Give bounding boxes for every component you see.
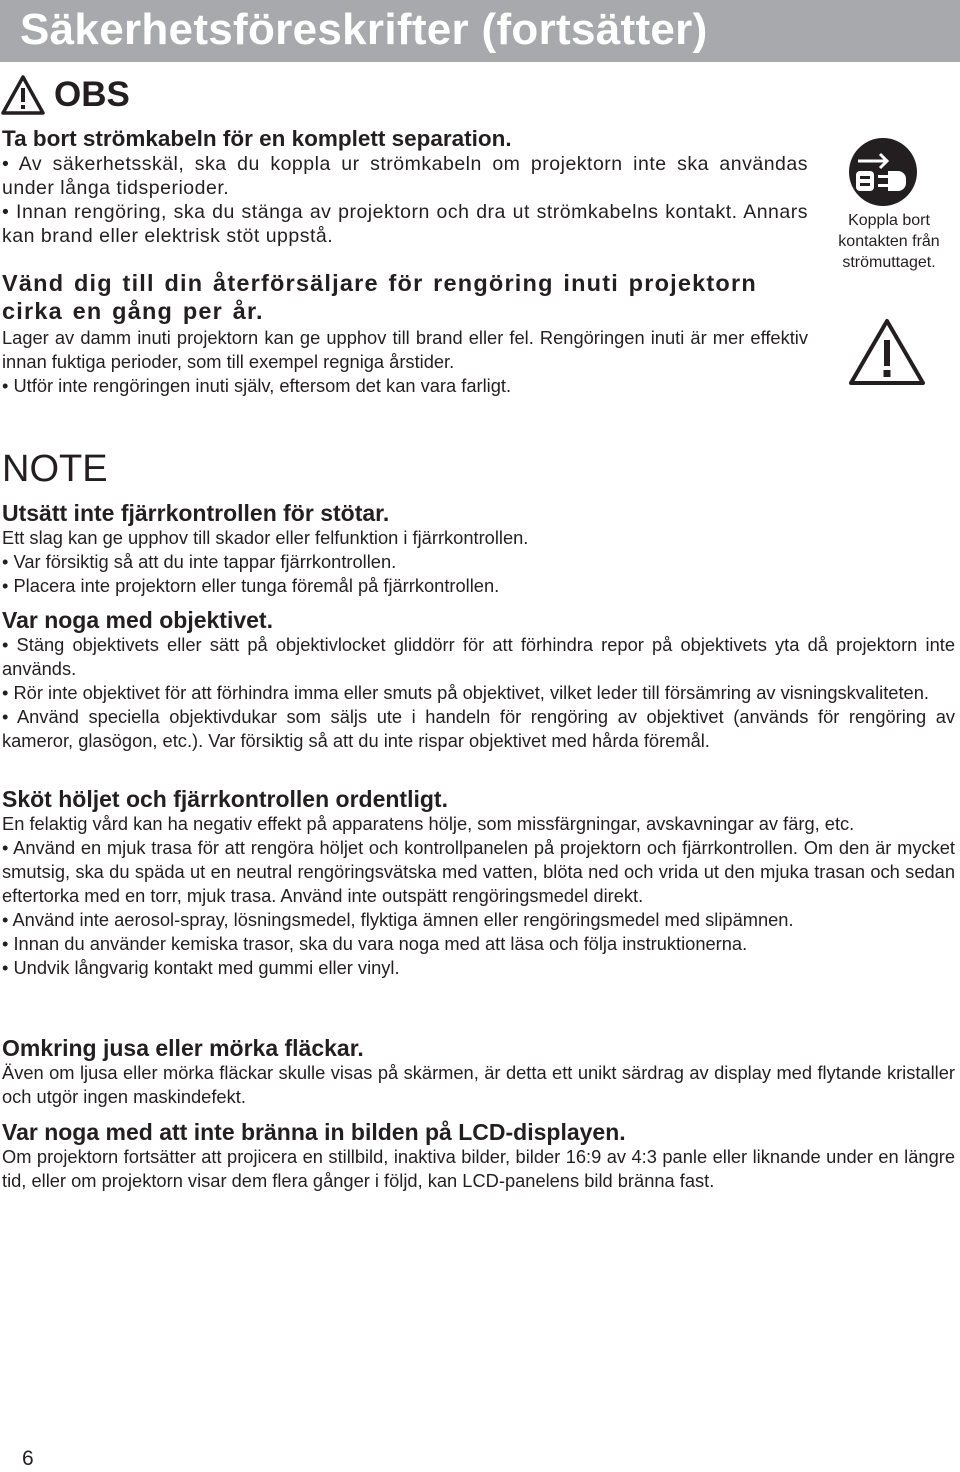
title-bar bbox=[0, 0, 960, 62]
section-heading: Omkring jusa eller mörka fläckar. bbox=[2, 1035, 364, 1061]
page-number: 6 bbox=[22, 1447, 34, 1470]
paragraph: Ett slag kan ge upphov till skador eller felfunktion i fjärrkontrollen. bbox=[2, 527, 529, 548]
warning-triangle-icon bbox=[0, 74, 46, 116]
unplug-caption: Koppla bort kontakten från strömuttaget. bbox=[838, 212, 940, 271]
section-heading: Var noga med objektivet. bbox=[2, 607, 273, 633]
paragraph: • Utför inte rengöringen inuti själv, eftersom det kan vara farligt. bbox=[2, 375, 512, 396]
section-heading: Ta bort strömkabeln för en komplett separation. bbox=[2, 126, 512, 151]
obs-heading bbox=[0, 72, 130, 118]
note-section-remote bbox=[2, 500, 955, 598]
paragraph: • Innan du använder kemiska trasor, ska du vara noga med att läsa och följa instruktionerna. bbox=[2, 933, 748, 954]
paragraph: Även om ljusa eller mörka fläckar skulle visas på skärmen, är detta ett unikt särdrag av display med flytande kristaller och utgör ingen maskindefekt. bbox=[2, 1062, 955, 1107]
unplug-icon bbox=[848, 137, 918, 207]
paragraph: • Innan rengöring, ska du stänga av projektorn och dra ut strömkabelns kontakt. Annars kan brand eller elektrisk stöt uppstå. bbox=[2, 201, 808, 247]
note-section-burn-in bbox=[2, 1119, 955, 1193]
obs-section-cleaning bbox=[2, 269, 808, 398]
paragraph: • Använd en mjuk trasa för att rengöra höljet och kontrollpanelen på projektorn och fjärrkontrollen. Om den är mycket smutsig, ska du späda ut en neutral rengöringsvätska med vatten, blöta ned och vrida ut den mjuka trasan och sedan eftertorka med en torr, mjuk trasa. Använd inte outspätt rengöringsmedel direkt. bbox=[2, 837, 955, 906]
paragraph: • Av säkerhetsskäl, ska du koppla ur strömkabeln om projektorn inte ska användas under långa tidsperioder. bbox=[2, 153, 808, 199]
section-heading: Utsätt inte fjärrkontrollen för stötar. bbox=[2, 500, 390, 526]
paragraph: • Undvik långvarig kontakt med gummi eller vinyl. bbox=[2, 957, 400, 978]
paragraph: • Placera inte projektorn eller tunga föremål på fjärrkontrollen. bbox=[2, 575, 500, 596]
section-heading: Vänd dig till din återförsäljare för rengöring inuti projektorn cirka en gång per år. bbox=[2, 270, 757, 324]
note-section-housing bbox=[2, 786, 955, 980]
paragraph: • Använd inte aerosol-spray, lösningsmedel, flyktiga ämnen eller rengöringsmedel med slipämnen. bbox=[2, 909, 794, 930]
paragraph: • Använd speciella objektivdukar som säljs ute i handeln för rengöring av objektivet (används för rengöring av kameror, glasögon, etc.). Var försiktig så att du inte rispar objektivet med hårda föremål. bbox=[2, 706, 955, 751]
paragraph: Om projektorn fortsätter att projicera en stillbild, inaktiva bilder, bilder 16:9 av 4:3 panle eller liknande under en längre tid, eller om projektorn visar dem flera gånger i följd, kan LCD-panelens bild bränna fast. bbox=[2, 1146, 955, 1191]
note-section-lens bbox=[2, 607, 955, 753]
paragraph: • Rör inte objektivet för att förhindra imma eller smuts på objektivet, vilket leder till försämring av visningskvaliteten. bbox=[2, 682, 929, 703]
section-heading: Sköt höljet och fjärrkontrollen ordentligt. bbox=[2, 786, 448, 812]
page-title: Säkerhetsföreskrifter (fortsätter) bbox=[20, 5, 708, 54]
paragraph: • Stäng objektivets eller sätt på objektivlocket gliddörr för att förhindra repor på objektivets yta då projektorn inte används. bbox=[2, 634, 955, 679]
paragraph: En felaktig vård kan ha negativ effekt på apparatens hölje, som missfärgningar, avskavningar av färg, etc. bbox=[2, 813, 855, 834]
warning-triangle-icon bbox=[848, 318, 926, 386]
obs-section-unplug bbox=[2, 126, 808, 248]
section-heading: Var noga med att inte bränna in bilden på LCD-displayen. bbox=[2, 1119, 626, 1145]
paragraph: • Var försiktig så att du inte tappar fjärrkontrollen. bbox=[2, 551, 397, 572]
obs-heading-label: OBS bbox=[54, 75, 130, 114]
note-section-spots bbox=[2, 1035, 955, 1109]
note-heading: NOTE bbox=[2, 448, 108, 490]
paragraph: Lager av damm inuti projektorn kan ge upphov till brand eller fel. Rengöringen inuti är mer effektiv innan fuktiga perioder, som till exempel regniga årstider. bbox=[2, 327, 808, 372]
